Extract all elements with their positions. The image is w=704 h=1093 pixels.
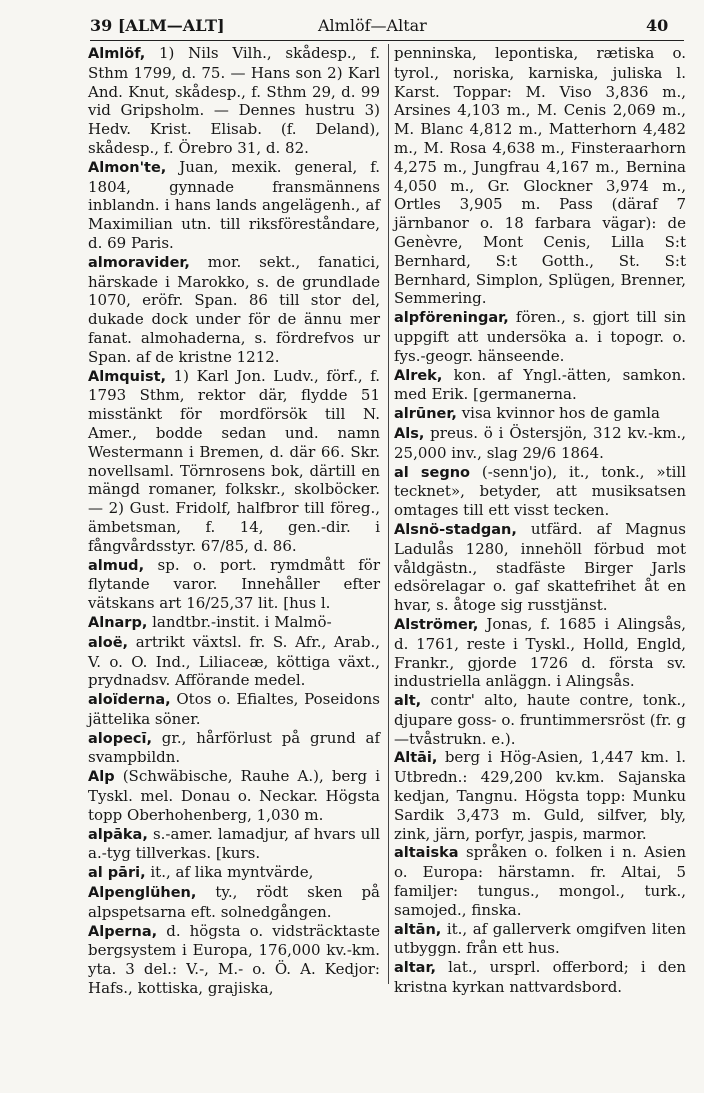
dictionary-entry <box>394 958 686 997</box>
right-column <box>394 44 686 997</box>
entry-text: Juan, mexik. general, f. 1804, gynnade fransmännens inblandn. i hans lands angelägenh., af Maximilian utn. till riksföreståndare, d. 69 Paris. <box>88 157 380 252</box>
entry-text: mor. sekt., fanatici, härskade i Marokko, s. de grundlade 1070, eröfr. Span. 86 till stor del, dukade dock under för de ännu mer fanat. almohaderna, s. fördrefvos ur Span. af de kristne 1212. <box>88 252 380 366</box>
dictionary-entry <box>394 424 686 463</box>
entry-headword: Alrek, <box>394 367 443 384</box>
entry-headword: aloë, <box>88 634 129 651</box>
entry-text: it., af gallerverk omgifven liten utbyggn. från ett hus. <box>394 919 686 958</box>
entry-text: utfärd. af Magnus Ladulås 1280, innehöll förbud mot våldgästn., stadfäste Birger Jarls edsörelagar o. gaf skattefrihet åt en hvar, s. åtoge sig russtjänst. <box>394 519 686 615</box>
left-column <box>88 44 380 998</box>
dictionary-entry <box>88 367 380 556</box>
entry-headword: alt, <box>394 693 422 710</box>
entry-headword: Almlöf, <box>88 46 146 62</box>
entry-headword: Als, <box>394 425 425 442</box>
entry-text: kon. af Yngl.-ätten, samkon. med Erik. [germanerna. <box>394 365 686 404</box>
entry-text: (-senn'jo), it., tonk., »till tecknet», betyder, att musiksatsen omtages till ett visst tecken. <box>394 462 686 520</box>
entry-headword: alrūner, <box>394 406 457 423</box>
entry-text: artrikt växtsl. fr. S. Afr., Arab., V. o. O. Ind., Liliaceæ, köttiga växt., prydnadsv. Afförande medel. <box>88 632 380 690</box>
dictionary-entry <box>88 613 380 633</box>
entry-text: 1) Nils Vilh., skådesp., f. Sthm 1799, d. 75. — Hans son 2) Karl And. Knut, skådesp., f. Sthm 29, d. 99 vid Gripsholm. — Dennes hustru 3) Hedv. Krist. Elisab. (f. Deland), skådesp., f. Örebro 31, d. 82. <box>88 44 380 157</box>
entry-text: (Schwäbische, Rauhe A.), berg i Tyskl. mel. Donau o. Neckar. Högsta topp Oberhohenberg, 1,030 m. <box>88 767 380 824</box>
entry-headword: alpföreningar, <box>394 310 509 327</box>
entry-headword: alopecī, <box>88 730 153 747</box>
entry-headword: Almquist, <box>88 368 167 385</box>
entry-text: s.-amer. lamadjur, af hvars ull a.-tyg tillverkas. [kurs. <box>88 824 380 863</box>
page-number: 40 <box>646 16 669 35</box>
header-title: Almlöf—Altar <box>318 16 427 35</box>
entry-text: visa kvinnor hos de gamla <box>456 404 660 423</box>
entry-headword: altān, <box>394 921 442 938</box>
dictionary-entry <box>394 404 686 424</box>
dictionary-entry <box>88 253 380 367</box>
entry-headword: Alperna, <box>88 923 158 940</box>
entry-text: lat., ursprl. offerbord; i den kristna kyrkan nattvardsbord. <box>394 958 686 997</box>
dictionary-entry <box>88 44 380 158</box>
entry-text: landtbr.-instit. i Malmö- <box>147 612 332 631</box>
entry-headword: Alp <box>88 769 115 786</box>
entry-text: gr., hårförlust på grund af svampbildn. <box>88 728 380 767</box>
entry-headword: al segno <box>394 464 471 481</box>
entry-headword: Almon'te, <box>88 159 167 176</box>
entry-headword: Alpenglühen, <box>88 885 197 902</box>
dictionary-entry <box>394 920 686 959</box>
dictionary-entry <box>88 883 380 922</box>
entry-text: 1) Karl Jon. Ludv., förf., f. 1793 Sthm, rektor där, flydde 51 misstänkt för mordförsök till N. Amer., bodde sedan und. namn Westermann i Bremen, d. där 66. Skr. novellsaml. Törnrosens bok, därtill en mängd romaner, folkskr., skolböcker. — 2) Gust. Fridolf, halfbror till föreg., ämbetsman, f. 14, gen.-dir. i fångvårdsstyr. 67/85, d. 86. <box>88 366 380 555</box>
dictionary-entry <box>394 366 686 405</box>
dictionary-entry <box>88 690 380 729</box>
entry-text: språken o. folken i n. Asien o. Europa: härstamn. fr. Altai, 5 familjer: tungus., mongol., turk., samojed., finska. <box>394 843 686 919</box>
entry-headword: Alsnö-stadgan, <box>394 521 517 538</box>
entry-headword: almoravider, <box>88 254 190 271</box>
dictionary-entry <box>394 615 686 691</box>
dictionary-entry <box>394 44 686 308</box>
entry-headword: al pāri, <box>88 865 146 882</box>
dictionary-entry <box>88 863 380 883</box>
entry-text: Otos o. Efialtes, Poseidons jättelika söner. <box>88 690 380 728</box>
entry-text: berg i Hög-Asien, 1,447 km. l. Utbredn.: 429,200 kv.km. Sajanska kedjan, Tangnu. Högsta topp: Munku Sardik 3,473 m. Guld, silfver, bly, zink, järn, porfyr, jaspis, marmor. <box>394 748 686 843</box>
entry-text: contr' alto, haute contre, tonk., djupare goss- o. fruntimmersröst (fr. g—tvåstrukn. e.). <box>394 691 686 748</box>
entry-headword: Altāi, <box>394 750 438 767</box>
entry-text: preus. ö i Östersjön, 312 kv.-km., 25,000 inv., slag 29/6 1864. <box>394 423 686 462</box>
dictionary-entry <box>88 556 380 613</box>
entry-headword: aloïderna, <box>88 692 171 709</box>
entry-text: penninska, lepontiska, rætiska o. tyrol., noriska, karniska, juliska l. Karst. Toppar: M. Viso 3,836 m., Arsines 4,103 m., M. Cenis 2,069 m., M. Blanc 4,812 m., Matterhorn 4,482 m., M. Rosa 4,638 m., Finsteraarhorn 4,275 m., Jungfrau 4,167 m., Bernina 4,050 m., Gr. Glockner 3,974 m., Ortles 3,905 m. Pass (däraf 7 järnbanor o. 18 farbara vägar): de Genèvre, Mont Cenis, Lilla S:t Bernhard, S:t Gotth., St. S:t Bernhard, Simplon, Splügen, Brenner, Semmering. <box>394 44 686 308</box>
dictionary-entry <box>88 158 380 253</box>
dictionary-entry <box>394 308 686 365</box>
dictionary-entry <box>88 729 380 768</box>
dictionary-entry <box>394 691 686 748</box>
dictionary-entry <box>394 748 686 843</box>
entry-text: sp. o. port. rymdmått för flytande varor. Innehåller efter vätskans art 16/25,37 lit. [hus l. <box>88 555 380 613</box>
entry-text: Jonas, f. 1685 i Alingsås, d. 1761, reste i Tyskl., Holld, Engld, Frankr., gjorde 1726 d. första sv. industriella anläggn. i Alingsås. <box>394 614 686 691</box>
entry-text: ty., rödt sken på alpspetsarna eft. solnedgången. <box>88 883 380 921</box>
entry-text: fören., s. gjort till sin uppgift att undersöka a. i topogr. o. fys.-geogr. hänseende. <box>394 308 686 365</box>
dictionary-entry <box>88 825 380 864</box>
dictionary-entry <box>88 633 380 690</box>
dictionary-entry <box>394 843 686 919</box>
entry-headword: Alnarp, <box>88 614 148 631</box>
dictionary-entry <box>394 520 686 615</box>
entry-headword: altar, <box>394 960 436 977</box>
entry-text: d. högsta o. vidsträcktaste bergsystem i Europa, 176,000 kv.-km. yta. 3 del.: V.-, M.- o. Ö. A. Kedjor: Hafs., kottiska, grajiska, <box>88 921 380 998</box>
dictionary-entry <box>88 922 380 998</box>
dictionary-entry <box>394 463 686 520</box>
entry-headword: alpāka, <box>88 826 148 843</box>
dictionary-entry <box>88 767 380 824</box>
entry-text: it., af lika myntvärde, <box>145 863 314 882</box>
entry-headword: almud, <box>88 557 145 574</box>
header-range: 39 [ALM—ALT] <box>90 16 225 35</box>
entry-headword: altaiska <box>394 845 459 862</box>
header-rule <box>90 40 684 41</box>
column-divider <box>388 44 389 984</box>
entry-headword: Alströmer, <box>394 616 479 633</box>
